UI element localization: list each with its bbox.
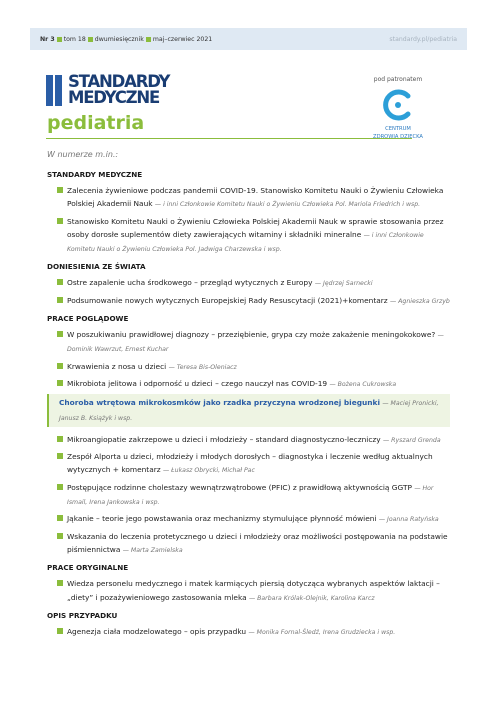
featured-article-authors: — Maciej Pronicki, Janusz B. Książyk i wsp. — [59, 400, 439, 422]
article-title: Postępujące rodzinne cholestazy wewnątrzwątrobowe (PFIC) z prawidłową aktywnością GGTP — [67, 482, 412, 492]
bullet-icon — [57, 331, 63, 337]
article-authors: — i inni Członkowie Komitetu Nauki o Żywieniu Człowieka Pol. Jadwiga Charzewska i wsp. — [67, 231, 424, 254]
square-bullet-icon — [57, 37, 62, 42]
frequency: dwumiesięcznik — [94, 35, 144, 43]
square-bullet-icon — [146, 37, 151, 42]
list-item[interactable] — [47, 215, 450, 257]
article-authors: — Marta Zamielska — [122, 546, 183, 554]
bullet-icon — [57, 533, 63, 539]
article-title: Jąkanie – teorie jego powstawania oraz mechanizmy stymulujące płynność mówieni — [67, 514, 377, 524]
section-heading: PRACE ORYGINALNE — [47, 563, 129, 573]
article-title: Mikrobiota jelitowa i odporność u dzieci – czego nauczył nas COVID-19 — [67, 378, 328, 388]
article-title: Zalecenia żywieniowe podczas pandemii COVID-19. Stanowisko Komitetu Nauki o Żywieniu Człowieka Polskiej Akademii Nauk — [67, 186, 444, 209]
article-title: Wiedza personelu medycznego i matek karmiących piersią dotycząca wybranych aspektów laktacji – „diety” i pozażywieniowego zastosowania mleka — [67, 579, 440, 602]
list-item[interactable] — [47, 276, 450, 290]
list-item[interactable] — [47, 294, 450, 308]
issue-number: Nr 3 — [40, 35, 55, 43]
patronage-label: pod patronatem — [373, 76, 423, 83]
volume: tom 18 — [63, 35, 86, 43]
journal-logo — [46, 74, 169, 106]
bullet-icon — [57, 380, 63, 386]
list-item[interactable] — [47, 481, 450, 510]
featured-article[interactable] — [47, 394, 450, 427]
article-title: W poszukiwaniu prawidłowej diagnozy – przeziębienie, grypa czy może zakażenie meningokokowe? — [67, 330, 436, 340]
square-bullet-icon — [88, 37, 93, 42]
patronage — [350, 76, 446, 141]
featured-article-title: Choroba wtrętowa mikrokosmków jako rzadka przyczyna wrodzonej biegunki — [59, 398, 380, 408]
list-item[interactable] — [47, 377, 450, 391]
list-item[interactable] — [47, 328, 450, 357]
table-of-contents — [47, 150, 450, 642]
journal-subtitle: pediatria — [47, 112, 145, 134]
list-item[interactable] — [47, 530, 450, 558]
article-title: Krwawienia z nosa u dzieci — [67, 361, 167, 371]
bullet-icon — [57, 484, 63, 490]
article-authors: — Joanna Ratyńska — [378, 516, 439, 524]
bullet-icon — [57, 279, 63, 285]
patronage-name-1: CENTRUM — [385, 126, 411, 132]
issue-header-bar — [30, 28, 467, 50]
period: maj–czerwiec 2021 — [152, 35, 213, 43]
section-heading: PRACE POGLĄDOWE — [47, 314, 129, 324]
article-authors: — Bożena Cukrowska — [329, 380, 397, 388]
bullet-icon — [57, 453, 63, 459]
list-item[interactable] — [47, 360, 450, 374]
list-item[interactable] — [47, 577, 450, 605]
bullet-icon — [57, 363, 63, 369]
article-authors: — Agnieszka Grzyb — [390, 297, 450, 305]
list-item[interactable] — [47, 625, 450, 639]
logo-line-2: MEDYCZNE — [68, 88, 160, 107]
czd-logo-icon — [380, 89, 416, 121]
article-title: Ostre zapalenie ucha środkowego – przegląd wytycznych z Europy — [67, 278, 313, 288]
list-item[interactable] — [47, 512, 450, 526]
article-title: Agenezja ciała modzelowatego – opis przypadku — [67, 626, 247, 636]
logo-line-1: STANDARDY — [68, 72, 170, 91]
article-authors: — Teresa Bis-Oleniacz — [168, 363, 237, 371]
article-authors: — Jędrzej Sarnecki — [314, 280, 373, 288]
bullet-icon — [57, 297, 63, 303]
bullet-icon — [57, 436, 63, 442]
section-heading: DONIESIENIA ZE ŚWIATA — [47, 262, 146, 272]
article-title: Zespół Alporta u dzieci, młodzieży i młodych dorosłych – diagnostyka i leczenie według aktualnych wytycznych + komentarz — [67, 452, 433, 475]
patronage-name-2: ZDROWIA DZIECKA — [373, 134, 423, 140]
list-item[interactable] — [47, 450, 450, 478]
bullet-icon — [57, 515, 63, 521]
section-heading: STANDARDY MEDYCZNE — [47, 170, 143, 179]
section-heading: OPIS PRZYPADKU — [47, 610, 118, 620]
article-authors: — Łukasz Obrycki, Michał Pac — [163, 467, 255, 475]
article-authors: — i inni Członkowie Komitetu Nauki o Żywieniu Człowieka Pol. Mariola Friedrich i wsp. — [154, 201, 421, 209]
list-item[interactable] — [47, 433, 450, 447]
intro: W numerze m.in.: — [47, 150, 119, 159]
article-title: Stanowisko Komitetu Nauki o Żywieniu Człowieka Polskiej Akademii Nauk w sprawie stosowania przez osoby dorosłe suplementów diety zawierających witaminy i składniki mineralne — [67, 216, 444, 239]
article-title: Mikroangiopatie zakrzepowe u dzieci i młodzieży – standard diagnostyczno-leczniczy — [67, 434, 381, 444]
article-authors: — Ryszard Grenda — [383, 436, 441, 444]
bullet-icon — [57, 187, 63, 193]
journal-url[interactable]: standardy.pl/pediatria — [389, 35, 457, 43]
list-item[interactable] — [47, 184, 450, 212]
bullet-icon — [57, 580, 63, 586]
bullet-icon — [57, 628, 63, 634]
article-authors: — Barbara Królak-Olejnik, Karolina Karcz — [248, 594, 375, 602]
bullet-icon — [57, 218, 63, 224]
article-authors: — Hor Ismail, Irena Jankowska i wsp. — [67, 484, 434, 507]
logo-mark-icon — [46, 75, 64, 106]
article-title: Podsumowanie nowych wytycznych Europejskiej Rady Resuscytacji (2021)+komentarz — [67, 295, 388, 305]
article-title: Wskazania do leczenia protetycznego u dzieci i młodzieży oraz możliwości postępowania na podstawie piśmiennictwa — [67, 531, 448, 554]
article-authors: — Dominik Wawrzut, Ernest Kuchar — [67, 332, 444, 354]
article-authors: — Monika Fornal-Śledź, Irena Grudziecka i wsp. — [248, 628, 396, 636]
